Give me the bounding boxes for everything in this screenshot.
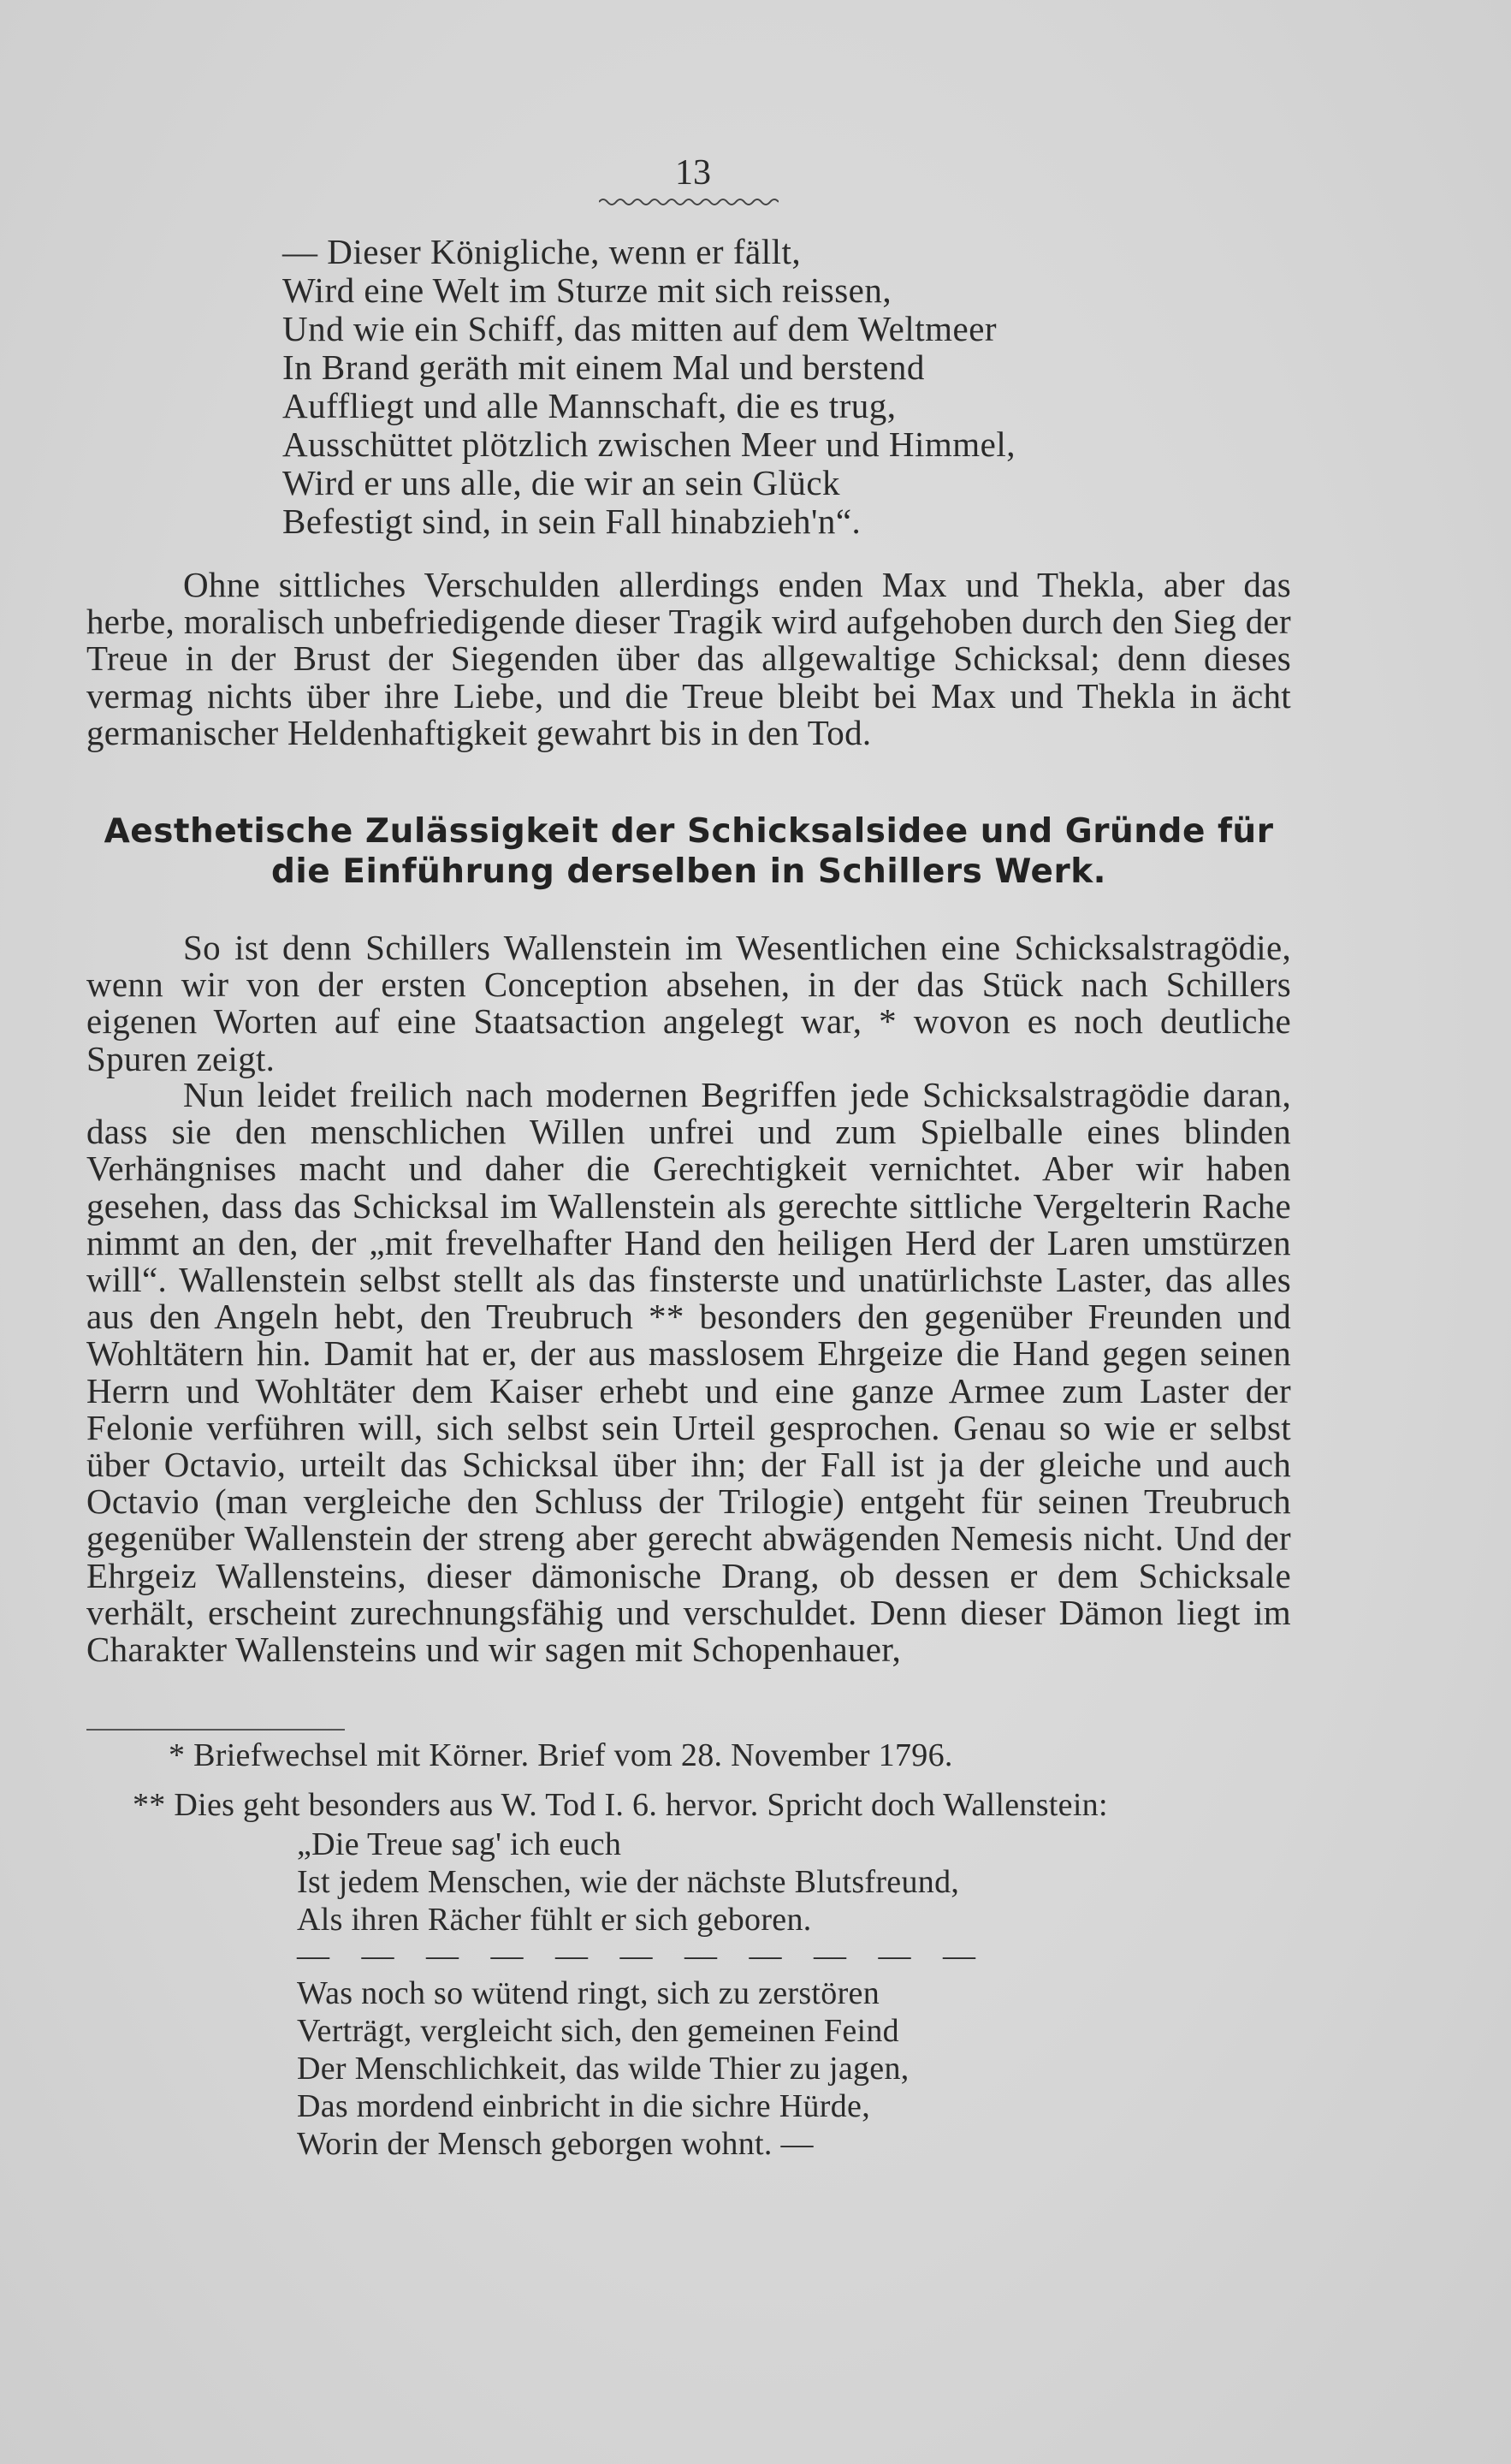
section-heading: Aesthetische Zulässigkeit der Schicksalsidee und Gründe für die Einführung derselben in Schillers Werk. (104, 812, 1274, 891)
verse-line: Auffliegt und alle Mannschaft, die es trug, (282, 386, 897, 425)
verse-line: — Dieser Königliche, wenn er fällt, (282, 232, 802, 271)
footnote-verse-2 (297, 1974, 910, 2163)
verse-line: Wird eine Welt im Sturze mit sich reissen, (282, 270, 892, 310)
footnote-verse-line: Was noch so wütend ringt, sich zu zerstören (297, 1975, 880, 2011)
footnote-verse-line: Als ihren Rächer fühlt er sich geboren. (297, 1902, 812, 1938)
footnote-2: ** Dies geht besonders aus W. Tod I. 6. hervor. Spricht doch Wallenstein: (133, 1787, 1108, 1823)
footnote-verse-line: „Die Treue sag' ich euch (297, 1826, 622, 1862)
footnote-verse-line: Das mordend einbricht in die sichre Hürde, (297, 2088, 871, 2124)
paragraph-nemesis: Nun leidet freilich nach modernen Begriffen jede Schicksalstragödie daran, dass sie den menschlichen Willen unfrei und zum Spielballe eines blinden Verhängnises macht und daher die Gerechtigkeit vernichtet. Aber wir haben gesehen, dass das Schicksal im Wallenstein als gerechte sittliche Vergelterin Rache nimmt an den, der „mit frevelhafter Hand den heiligen Herd der Laren umstürzen will“. Wallenstein selbst stellt als das finsterste und unatürlichste Laster, das alles aus den Angeln hebt, den Treubruch ** besonders den gegenüber Freunden und Wohltätern hin. Damit hat er, der aus masslosem Ehrgeize die Hand gegen seinen Herrn und Wohltäter dem Kaiser erhebt und eine ganze Armee zum Laster der Felonie verführen will, sich selbst sein Urteil gesprochen. Genau so wie er selbst über Octavio, urteilt das Schicksal über ihn; der Fall ist ja der gleiche und auch Octavio (man vergleiche den Schluss der Trilogie) entgeht für seinen Treubruch gegenüber Wallenstein der streng aber gerecht abwägenden Nemesis nicht. Und der Ehrgeiz Wallensteins, dieser dämonische Drang, ob dessen er dem Schicksale verhält, erscheint zurechnungsfähig und verschuldet. Denn dieser Dämon liegt im Charakter Wallensteins und wir sagen mit Schopenhauer, (86, 1075, 1291, 1670)
footnote-verse-line: Verträgt, vergleicht sich, den gemeinen Feind (297, 2013, 899, 2049)
verse-line: Ausschüttet plötzlich zwischen Meer und Himmel, (282, 425, 1016, 464)
ornamental-rule (599, 195, 779, 209)
verse-line: Und wie ein Schiff, das mitten auf dem Weltmeer (282, 309, 998, 348)
footnote-verse-line: Der Menschlichkeit, das wilde Thier zu jagen, (297, 2051, 910, 2087)
page-number: 13 (675, 153, 711, 193)
footnote-verse-1 (297, 1826, 959, 1939)
verse-line: Wird er uns alle, die wir an sein Glück (282, 463, 841, 502)
footnote-divider (86, 1729, 345, 1731)
footnote-verse-line: Worin der Mensch geborgen wohnt. — (297, 2126, 814, 2162)
paragraph-max-thekla: Ohne sittliches Verschulden allerdings enden Max und Thekla, aber das herbe, moralisch unbefriedigende dieser Tragik wird aufgehoben durch den Sieg der Treue in der Brust der Siegenden über das allgewaltige Schicksal; denn dieses vermag nichts über ihre Liebe, und die Treue bleibt bei Max und Thekla in ächt germanischer Heldenhaftigkeit gewahrt bis in den Tod. (86, 565, 1291, 752)
verse-line: Befestigt sind, in sein Fall hinabzieh'n“. (282, 502, 862, 541)
verse-line: In Brand geräth mit einem Mal und berstend (282, 347, 925, 387)
footnote-verse-line: Ist jedem Menschen, wie der nächste Blutsfreund, (297, 1864, 960, 1900)
paragraph-schicksalstragoedie: So ist denn Schillers Wallenstein im Wesentlichen eine Schicksalstragödie, wenn wir von der ersten Conception absehen, in der das Stück nach Schillers eigenen Worten auf eine Staatsaction angelegt war, * wovon es noch deutliche Spuren zeigt. (86, 928, 1291, 1078)
verse-quote (282, 233, 1224, 541)
footnote-omission-dashes: — — — — — — — — — — — (297, 1938, 987, 1974)
footnote-1: * Briefwechsel mit Körner. Brief vom 28. November 1796. (169, 1737, 953, 1773)
